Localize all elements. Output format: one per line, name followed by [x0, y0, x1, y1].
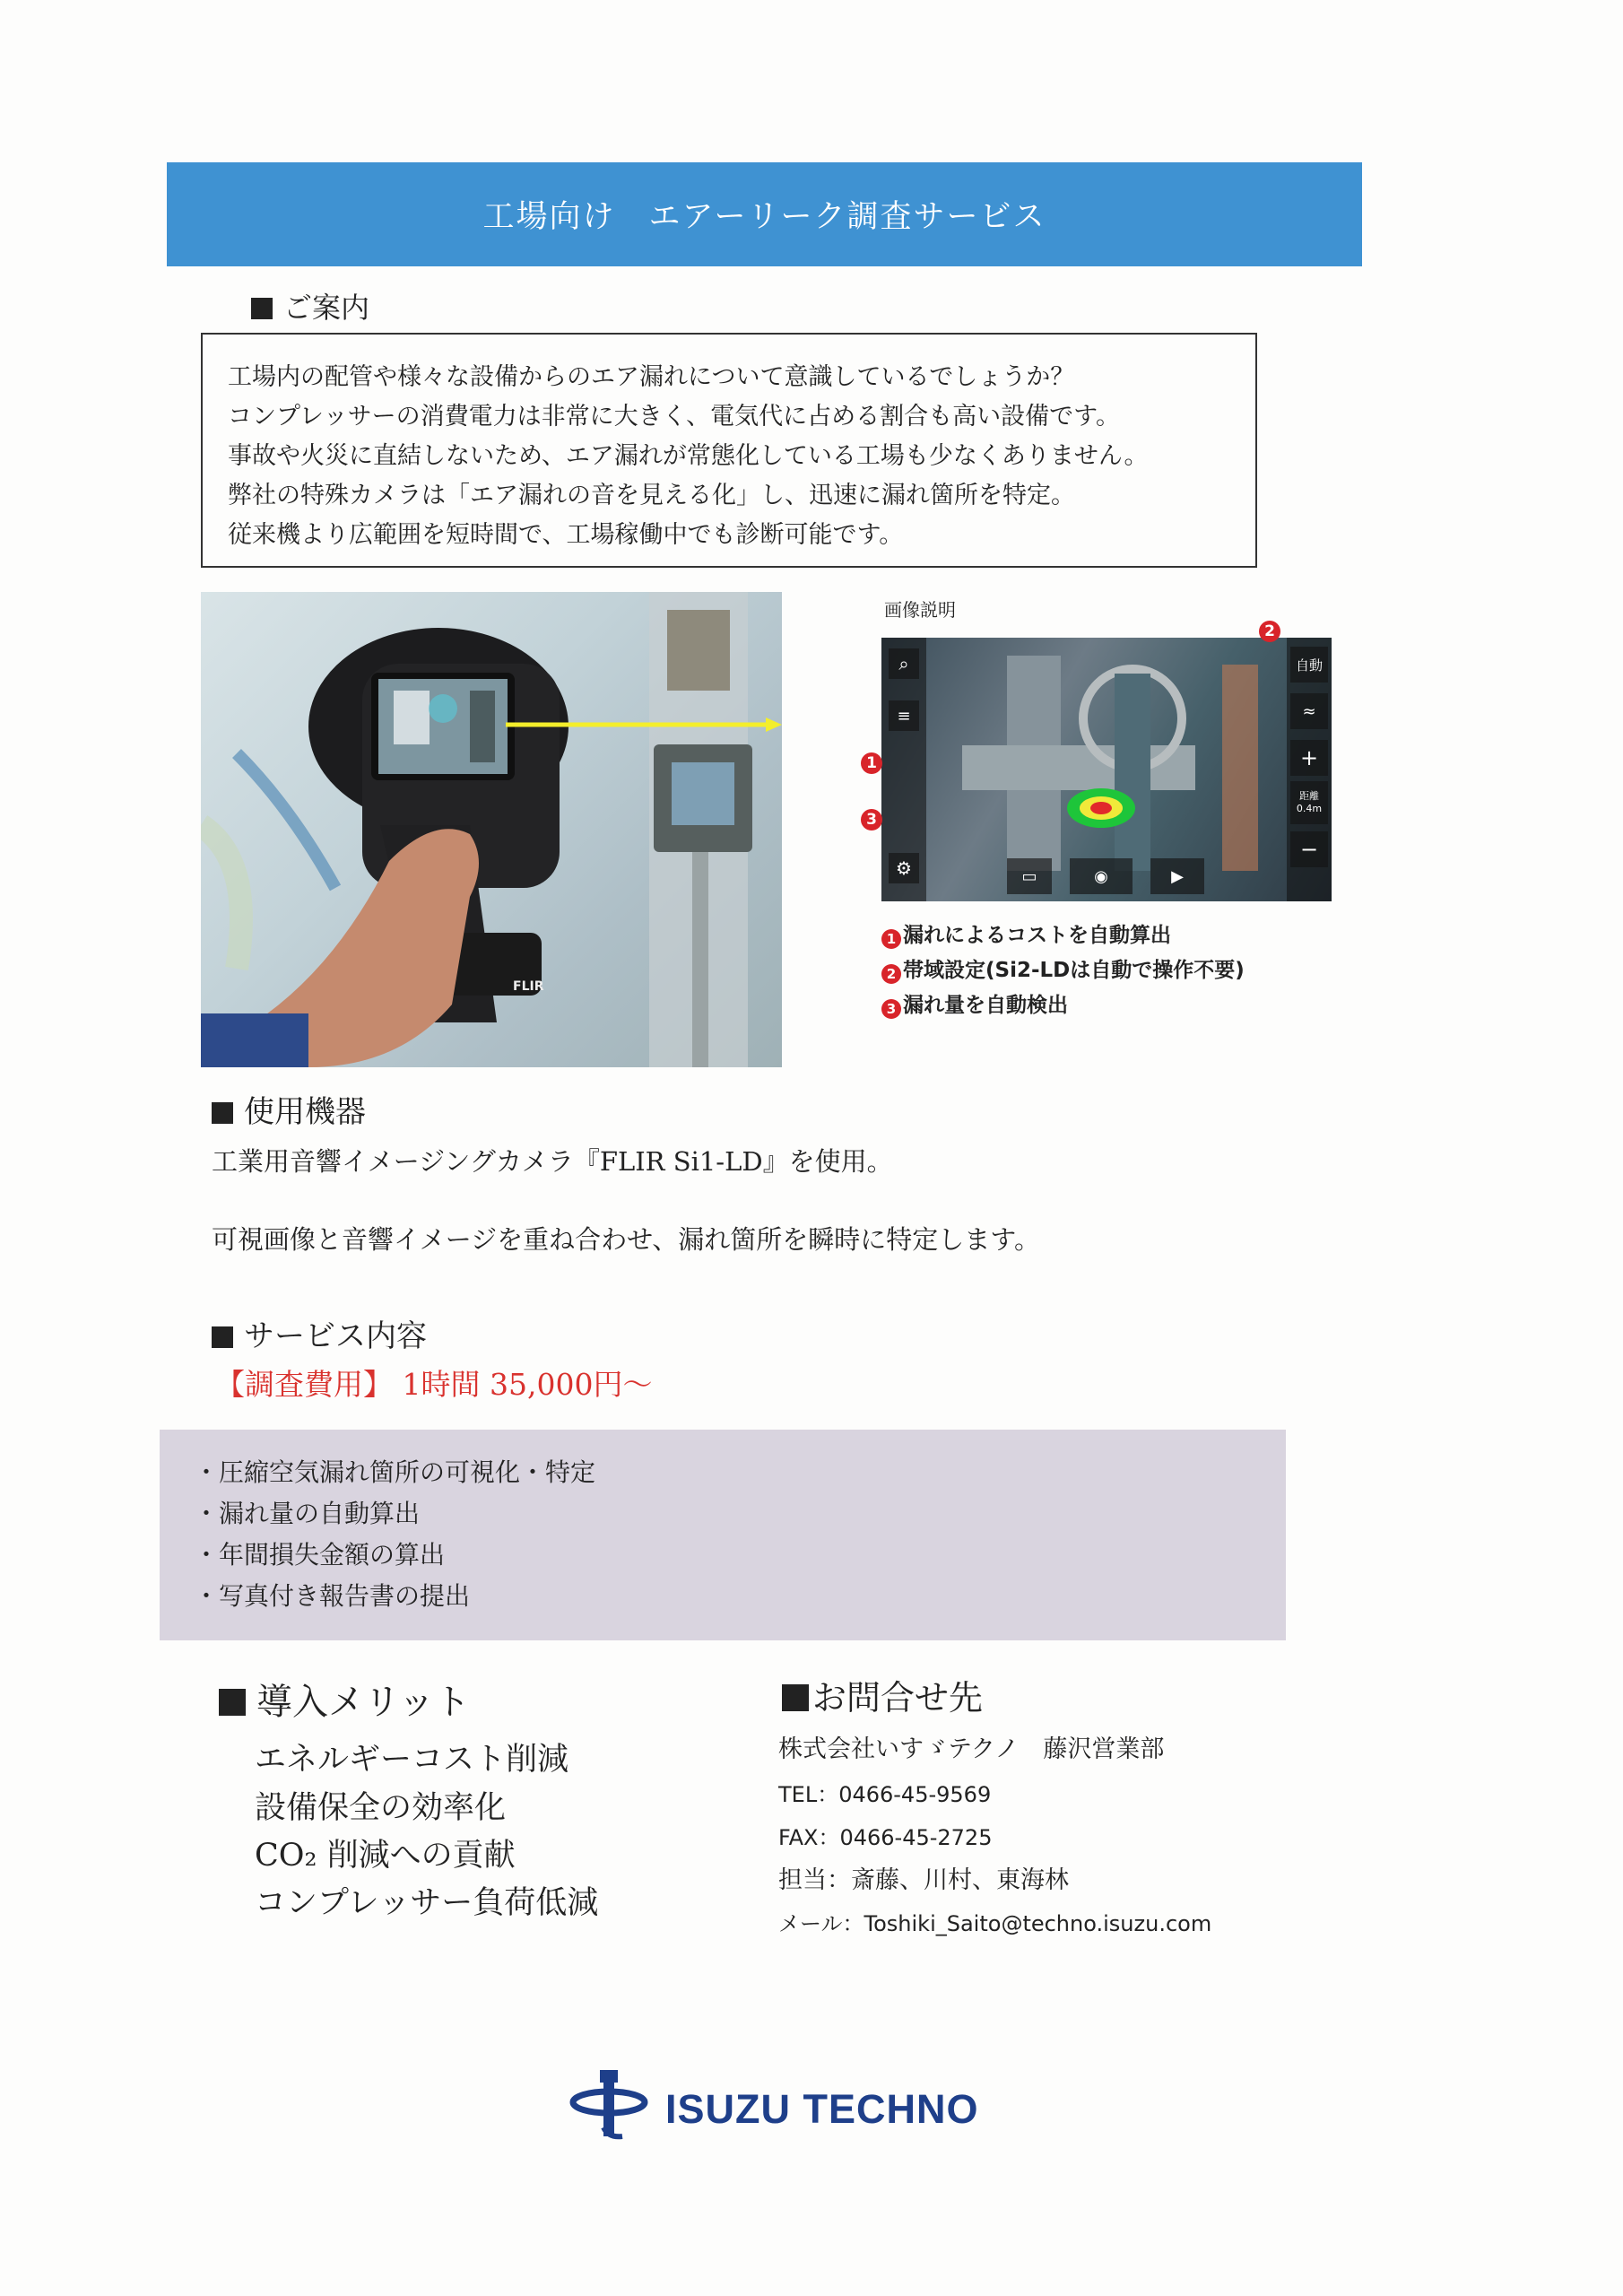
contact-tel: TEL：0466-45-9569: [778, 1782, 992, 1807]
legend-text: 帯域設定(Si2-LDは自動で操作不要): [903, 959, 1245, 982]
merit-heading-text: 導入メリット: [256, 1682, 471, 1723]
equipment-heading-text: 使用機器: [244, 1094, 366, 1130]
intro-heading-text: ご案内: [283, 291, 370, 325]
intro-line: 従来機より広範囲を短時間で、工場稼働中でも診断可能です。: [228, 521, 904, 549]
isuzu-logo-icon: [568, 2065, 649, 2145]
service-item: ・年間損失金額の算出: [194, 1540, 446, 1570]
service-item: ・漏れ量の自動算出: [194, 1499, 421, 1528]
badge-icon: 3: [881, 999, 901, 1019]
merit-item: コンプレッサー負荷低減: [255, 1885, 599, 1921]
square-bullet-icon: [212, 1102, 233, 1124]
zoom-in-button[interactable]: +: [1290, 740, 1328, 776]
intro-line: 事故や火災に直結しないため、エア漏れが常態化している工場も少なくありません。: [228, 442, 1149, 470]
sound-wave-icon[interactable]: ≈: [1290, 693, 1328, 729]
settings-sliders-icon[interactable]: ≡: [889, 700, 919, 731]
equipment-heading: [212, 1087, 366, 1131]
camera-product-photo: [201, 592, 782, 1067]
legend-item-3: [881, 988, 1068, 1019]
zoom-icon[interactable]: ⌕: [889, 648, 919, 679]
service-price: 【調査費用】 1時間 35,000円～: [215, 1367, 653, 1402]
intro-heading: [251, 285, 369, 326]
intro-line: 工場内の配管や様々な設備からのエア漏れについて意識しているでしょうか？: [228, 363, 1075, 391]
camera-icon[interactable]: ◉: [1070, 858, 1133, 894]
square-bullet-icon: [251, 298, 273, 319]
contact-fax: FAX：0466-45-2725: [778, 1825, 993, 1850]
badge-icon: 1: [881, 929, 901, 949]
gear-icon[interactable]: ⚙: [889, 853, 919, 883]
equipment-line-2: 可視画像と音響イメージを重ね合わせ、漏れ箇所を瞬時に特定します。: [212, 1224, 1040, 1255]
contact-email[interactable]: メール：Toshiki_Saito@techno.isuzu.com: [778, 1911, 1212, 1936]
merit-item: CO₂ 削減への貢献: [255, 1838, 516, 1874]
legend-item-1: [881, 918, 1171, 949]
service-items-box: [160, 1430, 1286, 1640]
page-title-banner: [167, 162, 1362, 266]
merit-item: 設備保全の効率化: [255, 1790, 507, 1826]
service-heading: [212, 1311, 427, 1355]
badge-1: 1: [861, 752, 882, 774]
distance-value: 0.4m: [1296, 803, 1323, 814]
service-item: ・圧縮空気漏れ箇所の可視化・特定: [194, 1457, 596, 1487]
merit-heading: [219, 1674, 470, 1725]
video-icon[interactable]: ▶: [1150, 858, 1204, 894]
intro-box: [201, 333, 1257, 568]
contact-heading-text: お問合せ先: [812, 1678, 984, 1718]
service-heading-text: サービス内容: [244, 1318, 427, 1354]
badge-2: 2: [1259, 621, 1280, 642]
equipment-line-1: 工業用音響イメージングカメラ『FLIR Si1-LD』を使用。: [212, 1146, 893, 1177]
square-bullet-icon: [782, 1684, 809, 1711]
image-caption-title: 画像説明: [884, 599, 956, 621]
intro-line: 弊社の特殊カメラは「エア漏れの音を見える化」し、迅速に漏れ箇所を特定。: [228, 482, 1075, 509]
flir-brand-label: FLIR: [513, 979, 544, 994]
service-item: ・写真付き報告書の提出: [194, 1581, 471, 1611]
badge-3: 3: [861, 809, 882, 831]
contact-company: 株式会社いすゞテクノ 藤沢営業部: [778, 1735, 1165, 1763]
contact-staff: 担当：斎藤、川村、東海林: [778, 1866, 1069, 1894]
legend-text: 漏れによるコストを自動算出: [903, 924, 1171, 947]
legend-text: 漏れ量を自動検出: [903, 994, 1068, 1017]
page-title: 工場向け エアーリーク調査サービス: [482, 199, 1046, 235]
merit-item: エネルギーコスト削減: [255, 1742, 569, 1778]
camera-ui-screenshot: [881, 638, 1332, 901]
square-bullet-icon: [212, 1326, 233, 1348]
zoom-out-button[interactable]: −: [1290, 831, 1328, 867]
distance-readout: [1290, 781, 1328, 824]
company-logo-text: ISUZU TECHNO: [665, 2086, 979, 2132]
auto-mode-button[interactable]: 自動: [1290, 647, 1328, 683]
distance-label: 距離: [1299, 790, 1319, 802]
camera-illustration: [201, 592, 782, 1067]
legend-item-2: [881, 953, 1245, 984]
badge-icon: 2: [881, 964, 901, 984]
square-bullet-icon: [219, 1689, 246, 1716]
contact-heading: [782, 1670, 983, 1719]
folder-icon[interactable]: ▭: [1007, 858, 1052, 894]
intro-line: コンプレッサーの消費電力は非常に大きく、電気代に占める割合も高い設備です。: [228, 403, 1120, 430]
